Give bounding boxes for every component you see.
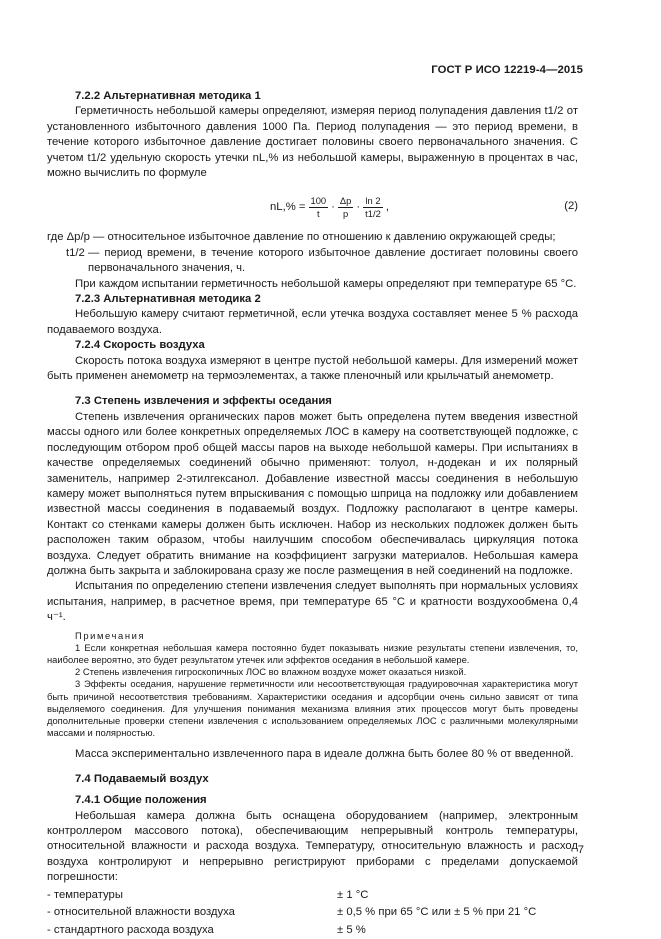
multiply-dot: · [356,200,361,213]
page-number: 7 [577,844,584,856]
definition-t-half [66,246,578,277]
list-item-value: ± 0,5 % при 65 °С или ± 5 % при 21 °С [337,906,537,919]
formula-tail: , [385,200,389,213]
mass-paragraph: Масса экспериментально извлеченного пара в идеале должна быть более 80 % от введенной. [75,748,574,761]
fraction-numerator: 100 [310,194,327,206]
section-7-2-4-paragraph: Скорость потока воздуха измеряют в центре пустой небольшой камеры. Для измерений может быть применен анемометр на термоэлементах, а также пленочный или крыльчатый анемометр. [47,354,578,383]
section-7-4-1-heading: 7.4.1 Общие положения [75,794,207,807]
note-2: 2 Степень извлечения гигроскопичных ЛОС во влажном воздухе может оказаться низкой. [75,666,467,678]
section-7-2-2-heading: 7.2.2 Альтернативная методика 1 [75,90,261,102]
fraction-ln2-over-t-half [363,195,383,220]
notes-block [47,630,578,740]
formula-block [47,183,578,230]
note-1: 1 Если конкретная небольшая камера постоянно будет показывать низкие результаты степени извлечения, то, наиболее вероятно, это будет результатом утечек или эффектов оседания в небольшой камере. [47,641,578,665]
section-7-4-heading: 7.4 Подаваемый воздух [75,772,209,785]
fraction-denominator: p [343,207,349,219]
list-item [47,904,578,922]
list-item [47,887,578,905]
fraction-numerator: Δp [339,194,352,206]
list-item-label: - относительной влажности воздуха [47,906,235,919]
section-7-2-4-heading: 7.2.4 Скорость воздуха [75,339,205,352]
definition-where-dp: где Δp/p — относительное избыточное давление по отношению к давлению окружающей среды; [47,231,556,244]
fraction-numerator: ln 2 [365,194,381,206]
section-7-3-paragraph-1: Степень извлечения органических паров может быть определена путем введения известной массы одного или более конкретных определяемых ЛОС в камеру на соответствующей подложке, с последующим отбором проб общей массы паров на выходе небольшой камеры. При испытаниях в качестве определяемых соединений обычно применяют: толуол, н-додекан и их полярный заменитель, например 2-этилгексанол. Добавление известной массы соединения в небольшую камеру может выполняться путем впрыскивания с помощью шприца на подложку или добавлением известной массы соединения в подаваемый воздух. Подложку располагают в центре камеры. Контакт со стенками камеры должен быть исключен. Набор из нескольких подложек должен быть расположен таким образом, чтобы наилучшим способом обеспечивалась циркуляция потока воздуха. Следует обратить внимание на коэффициент загрузки материалов. Небольшая камера должна быть закрыта и заблокирована сразу же после размещения в ней соединений на подложке. [47,410,578,577]
list-item-label: - стандартного расхода воздуха [47,923,214,936]
page-content [47,89,578,939]
tolerance-list [47,887,578,939]
list-item [47,922,578,939]
fraction-denominator: t1/2 [365,207,381,219]
list-item-value: ± 5 % [337,923,366,936]
section-7-2-2-paragraph: Герметичность небольшой камеры определяют, измеряя период полупадения давления t1/2 от установленного избыточного давления 1000 Па. Период полупадения — это период времени, в течение которого избыточное давление достигает половины своего первоначального значения. С учетом t1/2 удельную скорость утечки nL,% из небольшой камеры, выраженную в процентах в час, можно вычислить по формуле [47,105,578,180]
definition-symbol: t1/2 [66,246,85,259]
fraction-denominator: t [317,207,320,219]
list-item-label: - температуры [47,888,123,901]
equation-number: (2) [564,200,578,213]
formula-expression [270,187,389,227]
section-7-3-heading: 7.3 Степень извлечения и эффекты оседания [75,394,332,407]
formula-lhs: nL,% = [270,200,306,213]
section-7-2-3-heading: 7.2.3 Альтернативная методика 2 [75,293,261,306]
section-7-4-1-paragraph: Небольшая камера должна быть оснащена оборудованием (например, электронным контроллером массового потока), обеспечивающим непрерывный контроль температуры, относительной влажности и расхода воздуха. Температуру, относительную влажность и расход воздуха контролируют и непрерывно регистрируют приборами с пределами допускаемой погрешности: [47,809,578,884]
temperature-paragraph: При каждом испытании герметичность небольшой камеры определяют при температуре 65 °С. [75,277,577,290]
note-3: 3 Эффекты оседания, нарушение герметичности или несоответствующая градуировочная характеристика могут быть причиной несоответствия требованиям. Характеристики оседания и адсорбции очень сильно зависят от типа выделяемого соединения. Для улучшения понимания механизма влияния этих процессов могут быть проведены дополнительные проверки степени извлечения с использованием определяемых ЛОС с различными молекулярными массами и полярностью. [47,678,578,739]
document-code-header: ГОСТ Р ИСО 12219-4—2015 [431,64,583,76]
section-7-3-paragraph-2: Испытания по определению степени извлечения следует выполнять при нормальных условиях испытания, например, в расчетное время, при температуре 65 °С и кратности воздухообмена 0,4 ч⁻¹. [47,580,578,624]
fraction-dp-over-p [338,195,353,220]
fraction-100-over-t [309,195,329,220]
multiply-dot: · [331,200,335,213]
definition-text: — период времени, в течение которого избыточное давление достигает половины своего первоначального значения, ч. [88,246,578,275]
section-7-2-3-paragraph: Небольшую камеру считают герметичной, если утечка воздуха составляет менее 5 % расхода подаваемого воздуха. [47,308,578,336]
list-item-value: ± 1 °С [337,888,369,901]
notes-title: Примечания [75,629,146,641]
